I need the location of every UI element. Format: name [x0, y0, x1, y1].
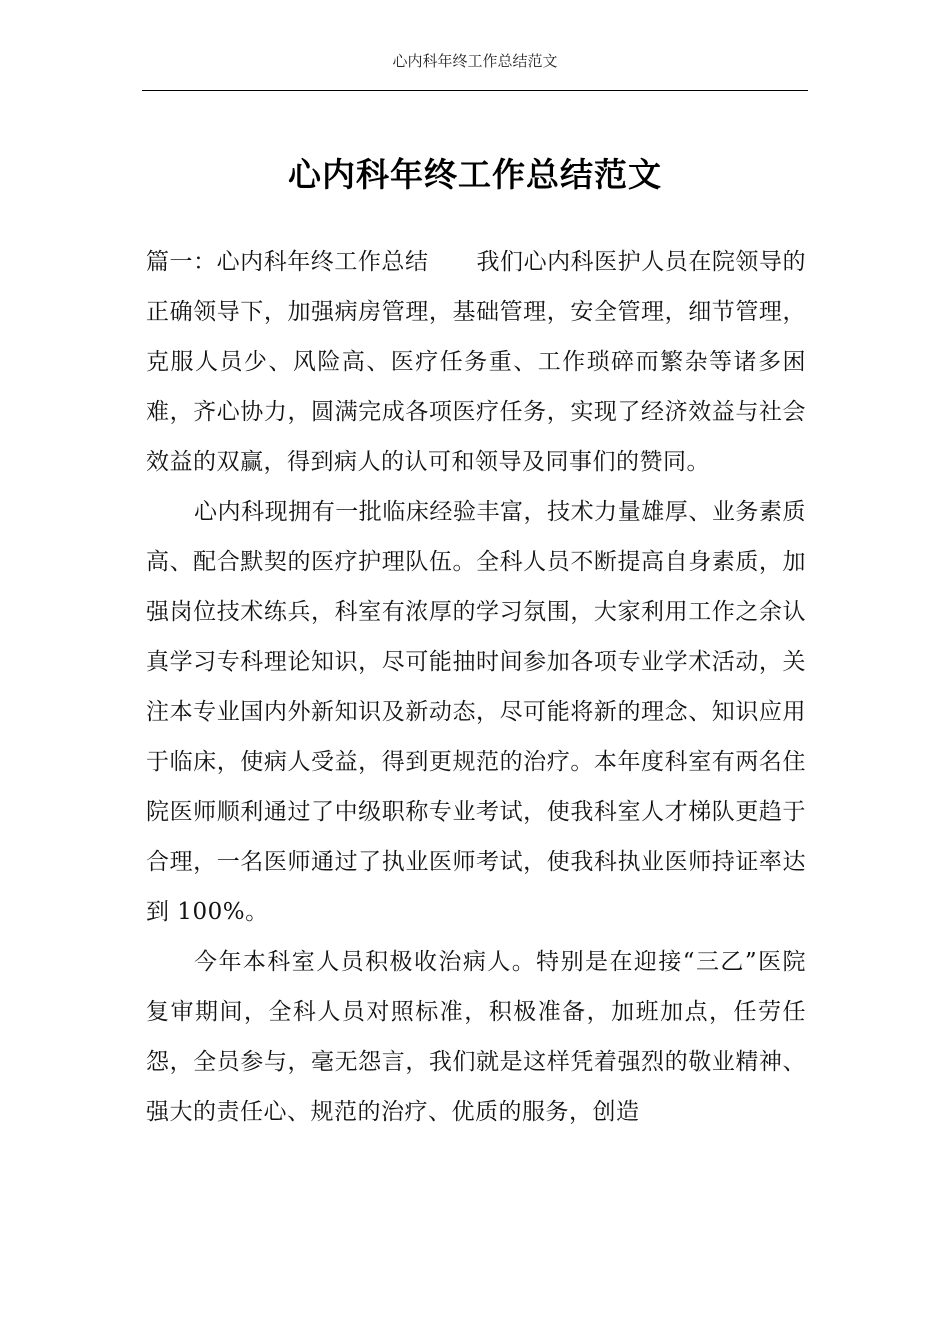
paragraph-text: 我们心内科医护人员在院领导的正确领导下，加强病房管理，基础管理，安全管理，细节管理，克服人员少、风险高、医疗任务重、工作琐碎而繁杂等诸多困难，齐心协力，圆满完成各项医疗任务，实现了经济效益与社会效益的双赢，得到病人的认可和领导及同事们的赞同。 [146, 249, 807, 475]
paragraph: 今年本科室人员积极收治病人。特别是在迎接“三乙”医院复审期间，全科人员对照标准，积极准备，加班加点，任劳任怨，全员参与，毫无怨言，我们就是这样凭着强烈的敬业精神、强大的责任心、规范的治疗、优质的服务，创造 [146, 949, 806, 1125]
document-title: 心内科年终工作总结范文 [288, 155, 662, 194]
header-divider [142, 90, 808, 91]
paragraph: 心内科现拥有一批临床经验丰富，技术力量雄厚、业务素质高、配合默契的医疗护理队伍。全科人员不断提高自身素质，加强岗位技术练兵，科室有浓厚的学习氛围，大家利用工作之余认真学习专科理论知识，尽可能抽时间参加各项专业学术活动，关注本专业国内外新知识及新动态，尽可能将新的理念、知识应用于临床，使病人受益，得到更规范的治疗。本年度科室有两名住院医师顺利通过了中级职称专业考试，使我科室人才梯队更趋于合理，一名医师通过了执业医师考试，使我科执业医师持证率达到 100%。 [146, 499, 806, 925]
document-body [146, 237, 806, 1137]
paragraph-intro [146, 237, 806, 487]
section-label: 篇一：心内科年终工作总结 [146, 249, 429, 275]
running-header: 心内科年终工作总结范文 [392, 52, 558, 70]
